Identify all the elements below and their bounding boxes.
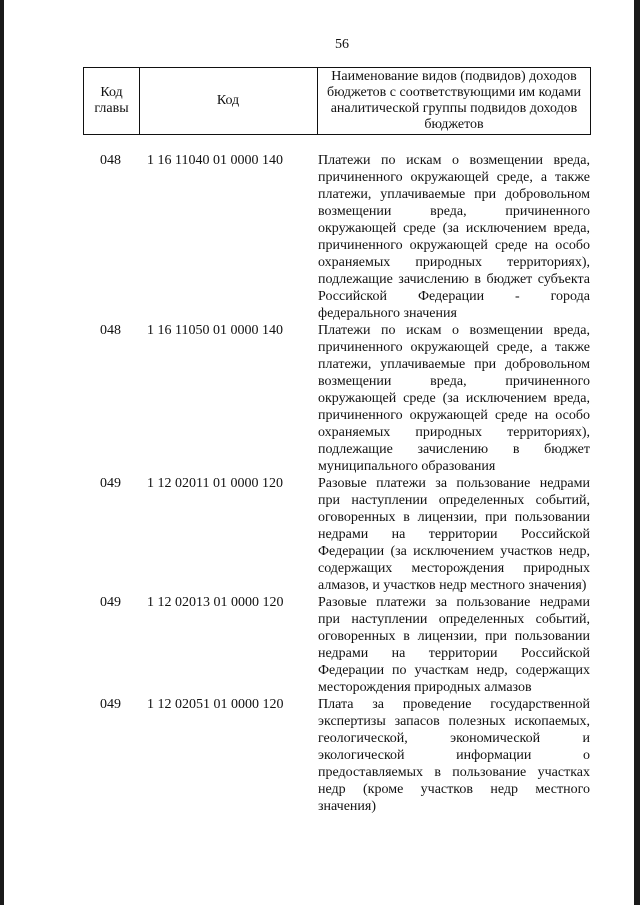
row-code: 1 16 11050 01 0000 140 <box>147 323 283 338</box>
row-code: 1 12 02011 01 0000 120 <box>147 476 283 491</box>
page-number: 56 <box>335 37 349 52</box>
row-code: 1 16 11040 01 0000 140 <box>147 153 283 168</box>
row-code: 1 12 02051 01 0000 120 <box>147 697 284 712</box>
table-row <box>83 152 591 322</box>
row-description: Платежи по искам о возмещении вреда, причиненного окружающей среде, а также платежи, уплачиваемые при добровольном возмещении вреда, причиненного окружающей среде (за исключением вреда, причиненного окружающей среде на особо охраняемых природных территориях), подлежащие зачислению в бюджет муниципального образования <box>318 323 590 474</box>
table-row <box>83 696 591 815</box>
table-row <box>83 475 591 594</box>
table-row <box>83 322 591 475</box>
row-code: 1 12 02013 01 0000 120 <box>147 595 284 610</box>
scan-edge-right <box>634 0 640 905</box>
scan-edge-left <box>0 0 4 905</box>
header-code-chapter: Код главы <box>94 85 129 116</box>
row-chapter: 049 <box>100 595 121 610</box>
table-body <box>83 152 591 815</box>
row-description: Разовые платежи за пользование недрами при наступлении определенных событий, оговоренных в лицензии, при пользовании недрами на территории Российской Федерации (за исключением участков недр, содержащих месторождения природных алмазов, и участков недр местного значения) <box>318 476 590 593</box>
row-chapter: 049 <box>100 476 121 491</box>
table-header <box>83 67 591 135</box>
row-chapter: 049 <box>100 697 121 712</box>
row-chapter: 048 <box>100 323 121 338</box>
row-description: Плата за проведение государственной экспертизы запасов полезных ископаемых, геологической, экономической и экологической информации о предоставляемых в пользование участках недр (кроме участков недр местного значения) <box>318 697 590 814</box>
table-row <box>83 594 591 696</box>
row-chapter: 048 <box>100 153 121 168</box>
header-code: Код <box>216 93 240 108</box>
row-description: Разовые платежи за пользование недрами при наступлении определенных событий, оговоренных в лицензии, при пользовании недрами на территории Российской Федерации по участкам недр, содержащих месторождения природных алмазов <box>318 595 590 695</box>
row-description: Платежи по искам о возмещении вреда, причиненного окружающей среде, а также платежи, уплачиваемые при добровольном возмещении вреда, причиненного окружающей среде (за исключением вреда, причиненного окружающей среде на особо охраняемых природных территориях), подлежащие зачислению в бюджет субъекта Российской Федерации - города федерального значения <box>318 153 590 321</box>
header-name: Наименование видов (подвидов) доходов бюджетов с соответствующими им кодами аналитической группы подвидов доходов бюджетов <box>327 69 581 132</box>
